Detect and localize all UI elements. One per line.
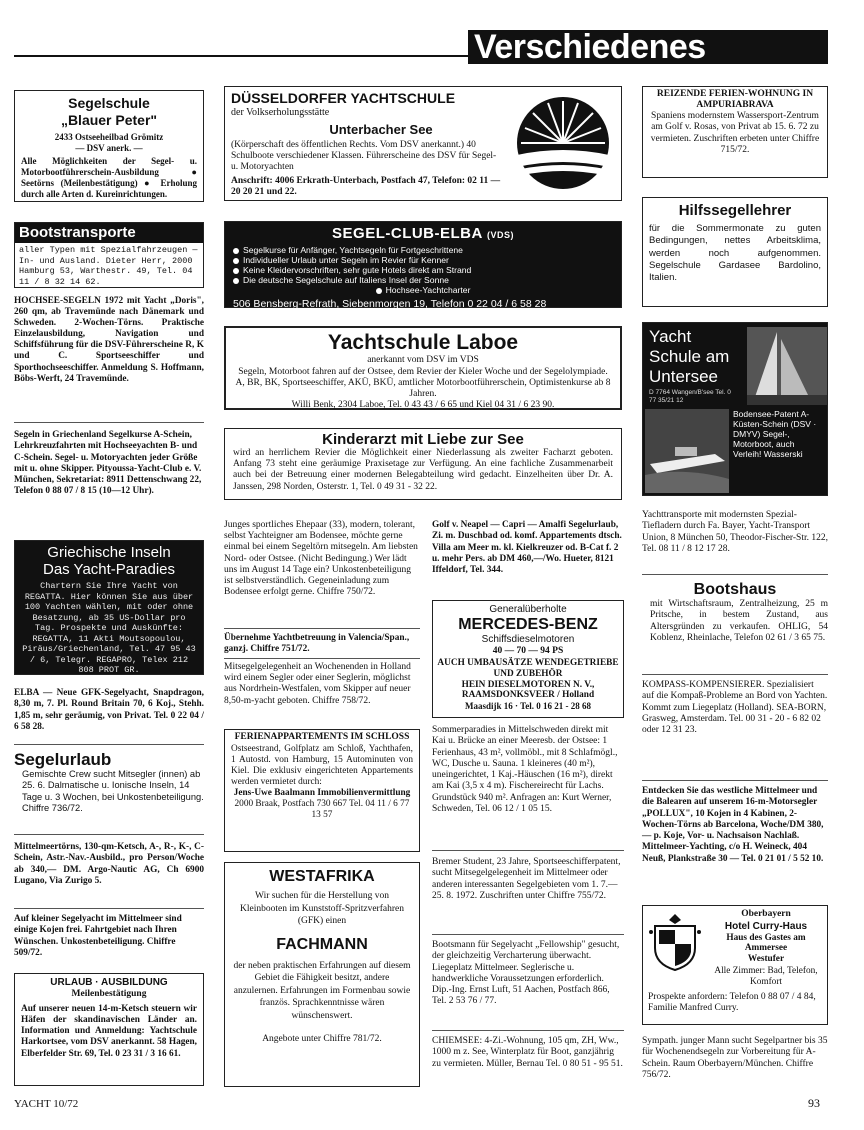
ad-hochsee: HOCHSEE-SEGELN 1972 mit Yacht „Doris", 260 qm, ab Travemünde nach Dänemark und Schweden. 2-Wochen-Törns. Praktische Einzelausbildung, Navigation und Schiffsführung für die DSV-Führerscheine R, K und C. Sportseeschiffer und Sporthochseeschiffer. Anmeldung S. Hoffmann, Böbs-Werft, 24 Travemünde. [14, 296, 204, 384]
ad-title: Yacht Schule am Untersee [649, 327, 730, 386]
list-item: Hochsee-Yachtcharter [233, 285, 613, 295]
bullet-icon [233, 278, 239, 284]
ad-title-2: FACHMANN [276, 935, 368, 953]
ad-title: Kinderarzt mit Liebe zur See [322, 431, 524, 448]
list-item: Segelkurse für Anfänger, Yachtsegeln für Fortgeschrittene [233, 245, 613, 255]
ad-address: Anschrift: 4006 Erkrath-Unterbach, Postfach 47, Telefon: 02 11 — 20 20 21 und 22. [231, 175, 501, 197]
ad-bootstransporte [14, 222, 204, 288]
divider [642, 674, 828, 675]
bullet-icon [233, 258, 239, 264]
ad-line: — DSV anerk. — [75, 142, 143, 153]
divider [14, 422, 204, 423]
ad-kompass: KOMPASS-KOMPENSIERER. Spezialisiert auf die Kompaß-Probleme an Bord von Yachten. Kommt zum Liegeplatz (Holland). SEA-BORN, Grasweg, Amsterdam. Tel. 00 31 - 20 - 6 82 02 oder 12 31 23. [642, 680, 828, 736]
ad-top: Generalüberholte [489, 604, 567, 615]
ad-holland: Mitsegelgelegenheit an Wochenenden in Holland wird einem Segler oder einer Seglerin, möglichst aus Nordrhein-Westfalen, vom Skipper auf neuer 8,50-m-yacht geboten. Chiffre 758/72. [224, 662, 411, 706]
divider [432, 934, 624, 935]
ad-title: Hilfssegellehrer [678, 202, 792, 219]
ad-neapel: Golf v. Neapel — Capri — Amalfi Segelurlaub, Zi. m. Duschbad od. komf. Appartements dtsch. Villa am Meer m. kl. Kielkreuzer od. B-Cat f. 2 u. mehr Pers. ab DM 460,—/Wo. Hueter, 8121 Iffeldorf, Tel. 344. [432, 520, 622, 576]
ad-name: Jens-Uwe Baalmann Immobilienvermittlung [233, 788, 411, 798]
ad-elba: ELBA — Neue GFK-Segelyacht, Snapdragon, 8,30 m, 7. Pl. Round Britain 70, 6 Koj., Stehh. 1,85 m, sehr geräumig, von Privat. Tel. 0 22 04 / 6 58 28. [14, 688, 204, 732]
ad-line: Maasdijk 16 · Tel. 0 16 21 - 28 68 [464, 701, 591, 712]
ad-town: Westufer [747, 953, 785, 964]
ad-title: Segelurlaub [14, 750, 112, 769]
ad-sub: anerkannt vom DSV im VDS [367, 355, 479, 365]
divider [642, 574, 828, 575]
divider [224, 658, 420, 659]
ad-body: Segeln, Motorboot fahren auf der Ostsee, dem Revier der Kieler Woche und der Segelolympiade. A, BR, BK, Sportseeschiffer, AKÜ, BKÜ, amtlicher Motorbootführerschein, Optimistenkurse ab 8 Jahren. [235, 366, 611, 399]
ad-sub: Meilenbestätigung [71, 989, 147, 1000]
divider [14, 744, 204, 745]
ad-mercedes-benz [432, 600, 624, 718]
ad-title: Bootstransporte [15, 223, 203, 243]
ad-segelurlaub [14, 750, 204, 814]
divider [642, 780, 828, 781]
ad-title-suffix: (VDS) [486, 230, 514, 240]
ad-blauer-peter [14, 90, 204, 202]
ad-body: wird an herrlichem Revier die Möglichkeit einer Niederlassung als zweiter Facharzt geboten. Anfang 73 steht eine geräumige Praxisetage zur Verfügung. An eine fachliche Zusammenarbeit auch bei der Betreuung einer modernen Belegabteilung wird gedacht. Einzelheiten über Dr. A. Janssen, 298 Norden, Osterstr. 1, Tel. 0 49 31 - 32 22. [233, 448, 613, 492]
divider [224, 628, 420, 629]
ad-body: Chartern Sie Ihre Yacht von REGATTA. Hier können Sie aus über 100 Yachten wählen, mit oder ohne Besatzung, ab 35 US-Dollar pro Tag. Prospekte und Auskünfte: REGATTA, 11 Akti Moutsopoulou, Piräus/Griechenland, Tel. 47 95 43 / 6, Telegr. REGAPRO, Telex 212 808 PROT GR. [22, 581, 196, 675]
divider [14, 908, 204, 909]
ad-address: Prospekte anfordern: Telefon 0 88 07 / 4 84, Familie Manfred Curry. [648, 992, 816, 1013]
ad-body: Spaniens modernstem Wassersport-Zentrum am Golf v. Rosas, von Privat ab 15. 6. 72 zu vermieten. Zuschriften erbeten unter Chiffre 715/72. [650, 111, 820, 155]
ad-yachtschule-laboe [224, 326, 622, 410]
ad-title: Yachtschule Laboe [327, 331, 519, 354]
ad-duesseldorf [224, 86, 622, 201]
footer-issue: YACHT 10/72 [14, 1098, 79, 1110]
coat-of-arms-icon [649, 912, 701, 972]
ad-line: HEIN DIESELMOTOREN N. V., RAAMSDONKSVEER / Holland [461, 679, 595, 701]
ad-chiemsee: CHIEMSEE: 4-Zi.-Wohnung, 105 qm, ZH, Ww., 1000 m z. See, Winterplatz für Boot, ganzjährig zu vermieten. Müller, Bernau Tel. 0 80 51 - 95 51. [432, 1036, 623, 1069]
ad-sympath: Sympath. junger Mann sucht Segelpartner bis 35 für Wochenendsegeln zur Vorbereitung für A-Schein. Raum Oberbayern/München. Chiffre 756/72. [642, 1036, 828, 1080]
ad-title: SEGEL-CLUB-ELBA [332, 225, 483, 242]
divider [432, 850, 624, 851]
ad-line: Schiffsdieselmotoren [481, 634, 575, 646]
ad-title: „Blauer Peter" [60, 112, 158, 128]
ad-hilfssegellehrer [642, 197, 828, 307]
ad-title: URLAUB · AUSBILDUNG [50, 977, 168, 988]
ad-body: Gemischte Crew sucht Mitsegler (innen) ab 25. 6. Dalmatische u. Ionische Inseln, 14 Tage u. 3 Wochen, bei Unkostenbeteiligung. Chiffre 736/72. [22, 769, 204, 813]
ad-bootsmann: Bootsmann für Segelyacht „Fellowship" gesucht, der gleichzeitig Vercharterung überwacht. Liegeplatz Mittelmeer. Seglerische u. handwerkliche Voraussetzungen erforderlich. Dip.-Ing. Ernst Luft, 51 Aachen, Postfach 866, Tel. 2 53 76 / 77. [432, 940, 620, 1007]
divider [432, 1030, 624, 1031]
bullet-icon [376, 288, 382, 294]
ad-address: 506 Bensberg-Refrath, Siebenmorgen 19, Telefon 0 22 04 / 6 58 28 [233, 298, 547, 311]
ad-title: FERIENAPPARTEMENTS IM SCHLOSS [234, 732, 410, 742]
ad-body: aller Typen mit Spezialfahrzeugen — In- und Ausland. Dieter Herr, 2000 Hamburg 53, Warthestr. 49, Tel. 04 11 / 8 32 14 62. [19, 245, 198, 287]
ad-ferienappartements [224, 729, 420, 852]
ad-body: Auf unserer neuen 14-m-Ketsch steuern wir Häfen der skandinavischen Länder an. Information und Anmeldung: Yachtschule Harkortsee, vom DSV anerkannt. 58 Hagen, Elberfelder Str. 69, Tel. 0 23 31 / 3 16 61. [21, 1003, 197, 1059]
ad-title: WESTAFRIKA [269, 868, 375, 885]
ad-body: Alle Möglichkeiten der Segel- u. Motorbootführerschein-Ausbildung ● Seetörns (Meilenbestätigung) ● Erholung durch alle Arten d. Kureinrichtungen. [21, 155, 197, 199]
ad-sub: Haus des Gastes am Ammersee [726, 932, 806, 954]
ad-westafrika [224, 862, 420, 1087]
ad-address: 2000 Braak, Postfach 730 667 Tel. 04 11 / 6 77 13 57 [234, 799, 410, 820]
ad-sommerparadies: Sommerparadies in Mittelschweden direkt mit Kai u. Brücke an einer Meeresb. der Ostsee: 1 Ferienhaus, 43 m², vollmöbl., mit 8 Schlafmögl., WC, Dusche u. Sauna. 1 kleineres (40 m²), uneingerichtet, 1 Kaj.-Häuschen (16 m²), direkt am Kai (3,5 x 4 m). Fischereirecht für Lachs. Grundstück 940 m². Anfragen an: Kurt Werner, Schweden, Tel. 06 12 / 1 05 15. [432, 725, 618, 815]
ad-title: Das Yacht-Paradies [42, 561, 175, 578]
sun-logo-icon [513, 93, 613, 193]
ad-header [707, 909, 825, 988]
ad-yacht-schule-untersee [642, 322, 828, 496]
ad-body: Wir suchen für die Herstellung von Kleinbooten im Kunststoff-Spritzverfahren (GFK) einen [240, 891, 404, 926]
divider [14, 834, 204, 835]
ad-title: DÜSSELDORFER YACHTSCHULE [231, 90, 456, 106]
list-item: Keine Kleidervorschriften, sehr gute Hotels direkt am Strand [233, 265, 613, 275]
ad-balearen: Entdecken Sie das westliche Mittelmeer und die Balearen auf unserem 16-m-Motorsegler „POLLUX", 10 Kojen in 4 Kabinen, 2-Wochen-Törns ab Barcelona, Woche/DM 380,— p. Koje, Vor- u. Nachsaison Nachlaß. Mittelmeer-Yachting, c/o H. Weineck, 404 Neuß, Plankstraße 30 — Tel. 0 21 01 / 5 52 10. [642, 786, 824, 864]
ad-address: Willi Benk, 2304 Laboe, Tel. 0 43 43 / 6 65 und Kiel 04 31 / 6 23 90. [291, 400, 555, 411]
ad-title: Segelschule [68, 95, 150, 111]
ad-urlaub-ausbildung [14, 973, 204, 1086]
ad-line: 2433 Ostseeheilbad Grömitz [54, 132, 164, 142]
ad-title: REIZENDE FERIEN-WOHNUNG IN AMPURIABRAVA [656, 89, 814, 110]
ad-title: Hotel Curry-Haus [724, 920, 808, 932]
ad-kleiner-yacht: Auf kleiner Segelyacht im Mittelmeer sind einige Kojen frei. Fahrtgebiet nach Ihren Wünschen. Unkostenbeteiligung. Chiffre 509/72. [14, 914, 182, 958]
ad-bremer-student: Bremer Student, 23 Jahre, Sportseeschifferpatent, sucht Mitsegelgelegenheit im Mittelmeer oder anderen interessanten Segelgebieten vom 1. 7.— 25. 8. 1972. Zuschriften unter Chiffre 755/72. [432, 857, 621, 901]
ad-reizende-ferienwohnung [642, 86, 828, 178]
page-number: 93 [808, 1096, 820, 1110]
sailboat-photo-icon [747, 327, 827, 405]
ad-kinderarzt [224, 428, 622, 500]
page-title: Verschiedenes [468, 30, 828, 64]
ad-body: Ostseestrand, Golfplatz am Schloß, Yachthafen, 1 Autostd. von Hamburg, 15 Autominuten von Kiel. Die exklusiv eingerichteten Appartements werden vermietet durch: [231, 744, 413, 787]
ad-title: Bootshaus [693, 581, 777, 598]
motorboat-photo-icon [645, 409, 729, 493]
ad-body: Alle Zimmer: Bad, Telefon, Komfort [714, 966, 818, 988]
ad-footer: Angebote unter Chiffre 781/72. [262, 1034, 382, 1044]
ad-body: der neben praktischen Erfahrungen auf diesem Gebiet die Fähigkeit besitzt, andere anzulernen. Erfahrungen im Formenbau sowie französ. Sprachkenntnisse wären wünschenswert. [233, 960, 411, 1021]
ad-line: AUCH UMBAUSÄTZE WENDEGETRIEBE UND ZUBEHÖR [437, 657, 619, 679]
ad-bootshaus [642, 580, 828, 644]
ad-griechische-inseln [14, 540, 204, 675]
ad-hotel-curry-haus [642, 905, 828, 1025]
ad-line: der Volkserholungsstätte [231, 107, 330, 118]
ad-yachttransporte: Yachttransporte mit modernsten Spezial-Tiefladern durch Fa. Bayer, Yacht-Transport Union, 8 München 50, Theodor-Fischer-Str. 122, Tel. 08 11 / 8 12 17 28. [642, 510, 828, 554]
ad-mittelmeertoerns: Mittelmeertörns, 130-qm-Ketsch, A-, R-, K-, C-Schein, Astr.-Nav.-Ausbild., pro Person/Woche ab 340,— DM. Argo-Nautic AG, Ch 6900 Lugano, Via Zurigo 5. [14, 842, 204, 886]
ad-line: 40 — 70 — 94 PS [492, 646, 564, 657]
ad-sub: Unterbacher See [329, 122, 433, 138]
ad-segel-club-elba [224, 221, 622, 311]
ad-body: für die Sommermonate zu guten Bedingungen, nettes Arbeitsklima, werden noch aufgenommen. Segelschule Gardasee Bardolino, Italien. [649, 223, 821, 284]
ad-title: Griechische Inseln [47, 544, 171, 561]
ad-title: MERCEDES-BENZ [458, 616, 598, 634]
ad-region: Oberbayern [741, 909, 791, 919]
header-rule [14, 55, 468, 57]
ad-body: Bodensee-Patent A-Küsten-Schein (DSV · DMYV) Segel-, Motorboot, auch Verleih! Wasserski [733, 409, 817, 459]
ad-body: (Körperschaft des öffentlichen Rechts. Vom DSV anerkannt.) 40 Schulboote verschiedener Klassen. Führerscheine des DSV für Segel- u. Motoryachten [231, 140, 497, 173]
list-item: Die deutsche Segelschule auf Italiens Insel der Sonne [233, 275, 613, 285]
ad-ehepaar: Junges sportliches Ehepaar (33), modern, tolerant, selbst Yachteigner am Bodensee, möchte gerne einmal bei einem Segeltörn mitsegeln. Am liebsten Nord- oder Ostsee. (Nicht Bedingung.) Wer lädt uns im August 14 Tage ein? Unkostenbeteiligung ist selbstverständlich. Gegeneinladung zum Bodensee erfolgt gerne. Chiffre 750/72. [224, 520, 418, 598]
bullet-icon [233, 268, 239, 274]
ad-griechenland: Segeln in Griechenland Segelkurse A-Schein, Lehrkreuzfahrten mit Hochseeyachten B- und C-Schein. Segel- u. Motoryachten jeder Größe mit u. ohne Skipper. Pityoussa-Yacht-Club e. V. München, Sekretariat: 8911 Dettenschwang 22, Telefon 0 88 07 / 8 15 (10—12 Uhr). [14, 430, 202, 497]
ad-body: mit Wirtschaftsraum, Zentralheizung, 25 m Pritsche, in bestem Zustand, aus Altersgründen zu verkaufen. OHLIG, 54 Koblenz, Rheinlache, Telefon 02 61 / 3 65 75. [650, 599, 828, 643]
ad-address: D 7764 Wangen/B'see Tel. 0 77 35/21 12 [649, 389, 731, 404]
ad-uebernehme: Übernehme Yachtbetreuung in Valencia/Span., ganzj. Chiffre 751/72. [224, 633, 410, 655]
bullet-icon [233, 248, 239, 254]
list-item: Individueller Urlaub unter Segeln im Revier für Kenner [233, 255, 613, 265]
